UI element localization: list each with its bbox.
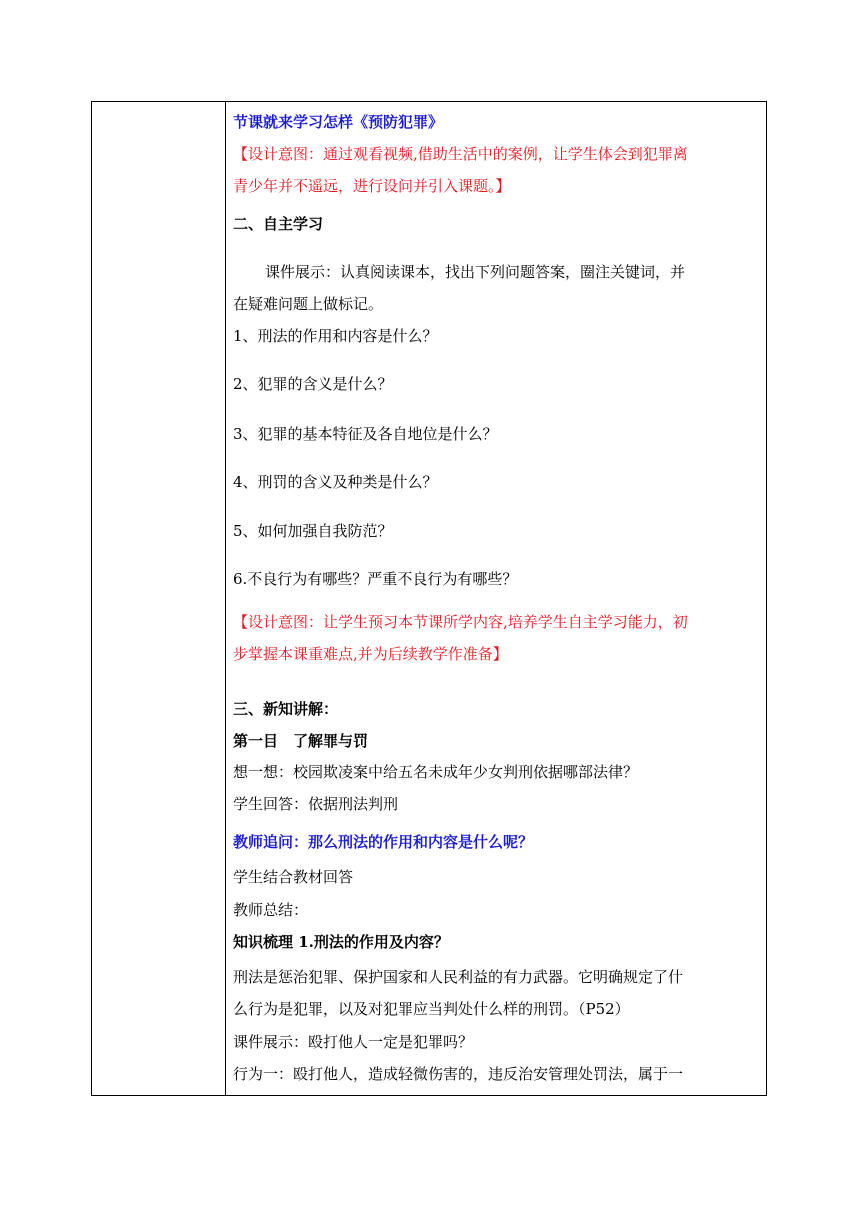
content-cell: [227, 102, 766, 1095]
question-item: 4、刑罚的含义及种类是什么？: [233, 473, 438, 491]
text-line: 学生结合教材回答: [233, 868, 354, 886]
text-line: 么行为是犯罪，以及对犯罪应当判处什么样的刑罚。（P52）: [233, 1000, 630, 1018]
text-line: 在疑难问题上做标记。: [233, 295, 384, 313]
subsection-heading: 第一目 了解罪与罚: [233, 732, 369, 750]
teacher-question: 教师追问：那么刑法的作用和内容是什么呢？: [233, 833, 534, 851]
knowledge-heading: 知识梳理 1.刑法的作用及内容？: [233, 933, 449, 951]
text-line: 学生回答：依据刑法判刑: [233, 795, 399, 813]
question-item: 3、犯罪的基本特征及各自地位是什么？: [233, 425, 498, 443]
design-intent-note: 【设计意图：通过观看视频,借助生活中的案例，让学生体会到犯罪离: [233, 145, 688, 163]
question-item: 1、刑法的作用和内容是什么？: [233, 327, 438, 345]
question-item: 5、如何加强自我防范？: [233, 522, 393, 540]
text-line: 想一想：校园欺凌案中给五名未成年少女判刑依据哪部法律？: [233, 763, 639, 781]
design-intent-note: 青少年并不遥远，进行设问并引入课题。】: [233, 177, 511, 195]
design-intent-note: 【设计意图：让学生预习本节课所学内容,培养学生自主学习能力，初: [233, 613, 688, 631]
text-line: 刑法是惩治犯罪、保护国家和人民利益的有力武器。它明确规定了什: [233, 968, 684, 986]
text-line: 节课就来学习怎样《预防犯罪》: [233, 113, 444, 131]
question-item: 6.不良行为有哪些？严重不良行为有哪些？: [233, 570, 518, 588]
section-heading: 二、自主学习: [233, 215, 324, 233]
text-line: 行为一：殴打他人，造成轻微伤害的，违反治安管理处罚法，属于一: [233, 1065, 684, 1083]
text-line: 课件展示：殴打他人一定是犯罪吗？: [233, 1033, 474, 1051]
document-table: [91, 101, 767, 1096]
section-heading: 三、新知讲解：: [233, 700, 339, 718]
left-column-cell: [92, 102, 226, 1095]
text-line: 教师总结：: [233, 901, 309, 919]
text-line: 课件展示：认真阅读课本，找出下列问题答案，圈注关键词，并: [265, 263, 686, 281]
question-item: 2、犯罪的含义是什么？: [233, 375, 393, 393]
design-intent-note: 步掌握本课重难点,并为后续教学作准备】: [233, 645, 508, 663]
